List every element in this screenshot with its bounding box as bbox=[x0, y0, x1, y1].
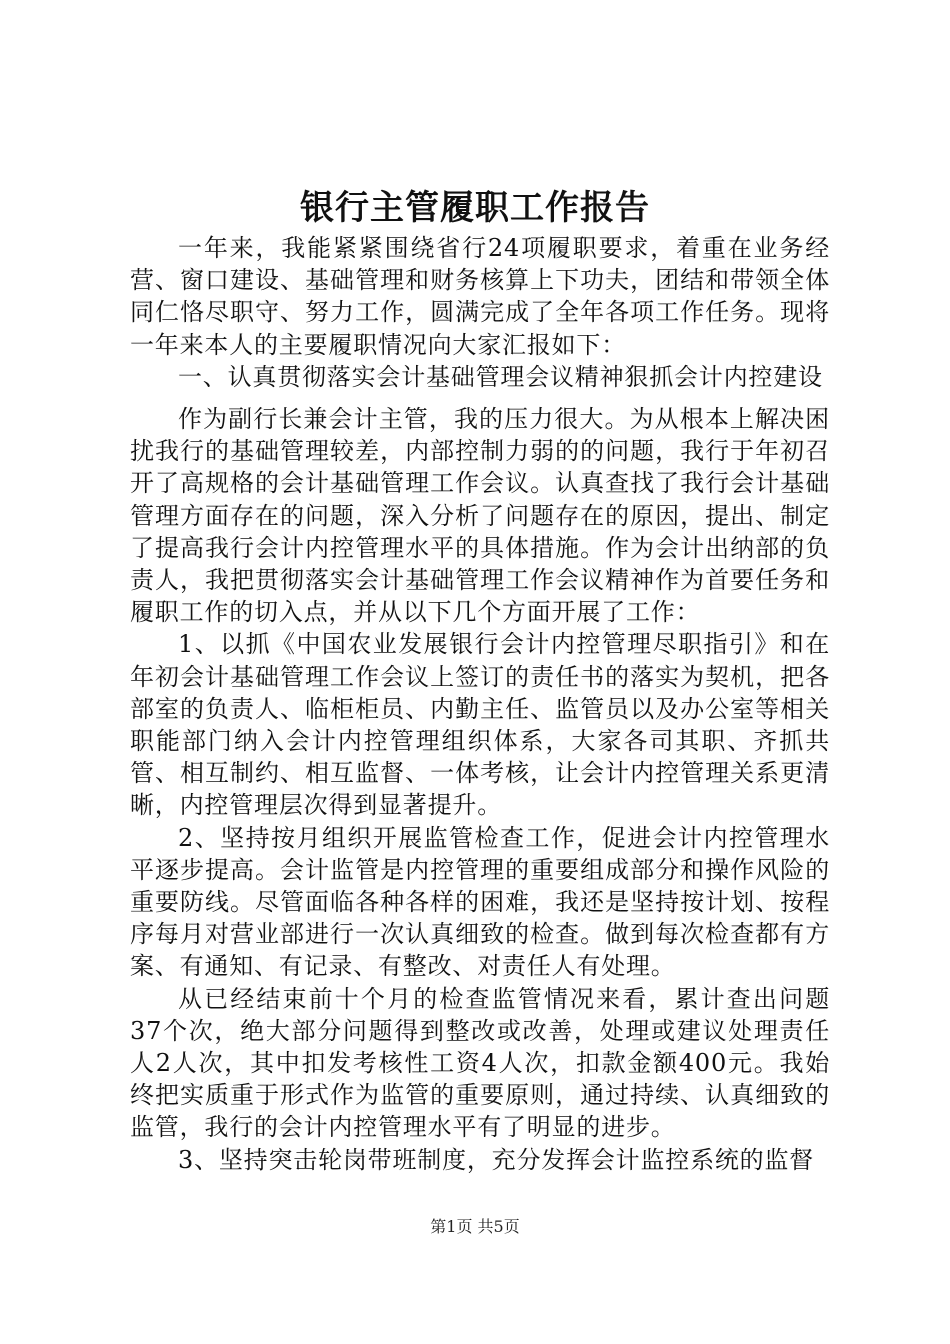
paragraph-item-3: 3、坚持突击轮岗带班制度，充分发挥会计监控系统的监督 bbox=[178, 1145, 815, 1174]
paragraph-section-1: 作为副行长兼会计主管，我的压力很大。为从根本上解决困扰我行的基础管理较差，内部控制力弱的的问题，我行于年初召开了高规格的会计基础管理工作会议。认真查找了我行会计基础管理方面存在的问题，深入分析了问题存在的原因，提出、制定了提高我行会计内控管理水平的具体措施。作为会计出纳部的负责人，我把贯彻落实会计基础管理工作会议精神作为首要任务和履职工作的切入点，并从以下几个方面开展了工作： bbox=[130, 405, 830, 627]
paragraph-item-1: 1、以抓《中国农业发展银行会计内控管理尽职指引》和在年初会计基础管理工作会议上签订的责任书的落实为契机，把各部室的负责人、临柜柜员、内勤主任、监管员以及办公室等相关职能部门纳入会计内控管理组织体系，大家各司其职、齐抓共管、相互制约、相互监督、一体考核，让会计内控管理关系更清晰，内控管理层次得到显著提升。 bbox=[130, 630, 830, 820]
section-heading-1: 一、认真贯彻落实会计基础管理会议精神狠抓会计内控建设 bbox=[178, 362, 823, 391]
document-title: 银行主管履职工作报告 bbox=[300, 188, 650, 228]
page-footer: 第1页 共5页 bbox=[430, 1217, 520, 1236]
paragraph-inspection-results: 从已经结束前十个月的检查监管情况来看，累计查出问题37个次，绝大部分问题得到整改或改善，处理或建议处理责任人2人次，其中扣发考核性工资4人次，扣款金额400元。我始终把实质重于形式作为监管的重要原则，通过持续、认真细致的监管，我行的会计内控管理水平有了明显的进步。 bbox=[130, 984, 830, 1142]
paragraph-item-2: 2、坚持按月组织开展监管检查工作，促进会计内控管理水平逐步提高。会计监管是内控管理的重要组成部分和操作风险的重要防线。尽管面临各种各样的困难，我还是坚持按计划、按程序每月对营业部进行一次认真细致的检查。做到每次检查都有方案、有通知、有记录、有整改、对责任人有处理。 bbox=[130, 823, 830, 981]
paragraph-intro: 一年来，我能紧紧围绕省行24项履职要求，着重在业务经营、窗口建设、基础管理和财务核算上下功夫，团结和带领全体同仁恪尽职守、努力工作，圆满完成了全年各项工作任务。现将一年来本人的主要履职情况向大家汇报如下： bbox=[130, 234, 830, 359]
document-body bbox=[130, 232, 830, 1176]
